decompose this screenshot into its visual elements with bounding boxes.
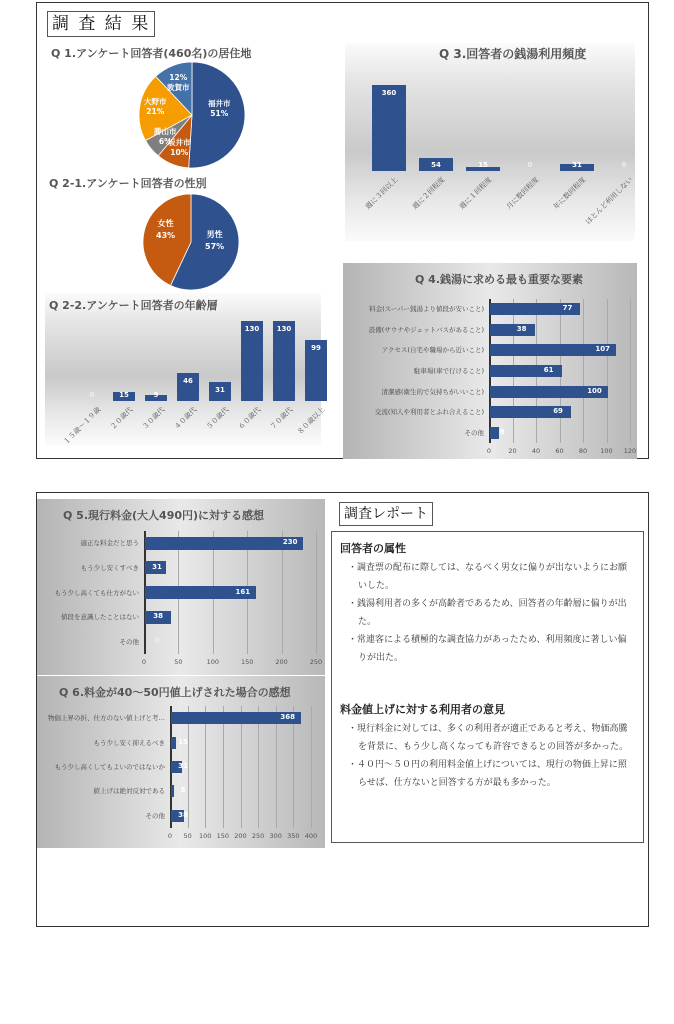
q2-1-label-female-pct: 43%	[156, 231, 176, 240]
x-tick-label: 20	[508, 447, 517, 455]
q1-label-sakai-name: 坂井市	[168, 138, 191, 147]
q6-title: Q 6.料金が40～50円値上げされた場合の感想	[59, 686, 291, 699]
bar	[372, 85, 406, 171]
bar-value-label: 0	[527, 161, 533, 169]
x-tick-label: 150	[216, 832, 230, 840]
q1-label-fukui-name: 福井市	[208, 99, 231, 108]
bar-value-label: 8	[180, 786, 186, 795]
report-box	[331, 531, 644, 843]
q1-label-fukui	[208, 99, 231, 119]
category-label: 料金(スーパー銭湯より値段が安いこと)	[369, 305, 484, 314]
x-tick-label: 0	[486, 447, 492, 455]
bar-value-label: 100	[587, 386, 602, 395]
x-tick-label: 200	[234, 832, 247, 840]
report-section-attributes	[340, 540, 635, 667]
q1-label-tsuruga-pct: 12%	[169, 73, 188, 82]
q2-2-chart	[45, 293, 327, 447]
q5-title: Q 5.現行料金(大人490円)に対する感想	[63, 509, 265, 522]
category-label: もう少し安くすべき	[80, 563, 139, 572]
bar-value-label: 130	[276, 325, 292, 333]
x-tick-label: 120	[623, 447, 637, 455]
q2-1-label-male-pct: 57%	[205, 242, 225, 251]
report-section-opinions	[340, 701, 635, 792]
gridline	[205, 706, 206, 828]
x-axis-label: １５歳～１９歳	[62, 405, 103, 447]
x-axis-label: 年に数回程度	[552, 175, 588, 212]
x-axis-label: 週に１回程度	[458, 175, 494, 212]
bar-value-label: 15	[478, 161, 488, 169]
x-tick-label: 80	[578, 447, 588, 455]
x-tick-label: 200	[275, 658, 288, 666]
report-section-heading: 回答者の属性	[340, 542, 406, 555]
q1-label-sakai-pct: 10%	[170, 148, 189, 157]
x-tick-label: 400	[304, 832, 318, 840]
q2-1-pie-chart	[141, 192, 241, 292]
gridline	[258, 706, 259, 828]
x-axis-label: ３０歳代	[140, 405, 167, 432]
report-bullet: ・銭湯利用者の多くが高齢者であるため、回答者の年齢層に偏りが出た。	[348, 599, 627, 627]
gridline	[583, 299, 584, 443]
bar-value-label: 54	[431, 161, 441, 169]
bar-value-label: 69	[553, 407, 563, 416]
category-label: 値段を意識したことはない	[61, 613, 139, 622]
q2-2-title: Q 2-2.アンケート回答者の年齢層	[49, 299, 218, 312]
category-label: 駐車場(車で行けること)	[413, 367, 484, 375]
category-label: その他	[464, 428, 484, 437]
report-section-heading: 料金値上げに対する利用者の意見	[340, 703, 505, 716]
bar-value-label: 77	[562, 304, 573, 313]
report-bullet: ・常連客による積極的な調査協力があったため、利用頻度に著しい偏りが出た。	[348, 635, 627, 663]
category-label: 適正な料金だと思う	[80, 539, 139, 548]
bar-value-label: 38	[516, 324, 527, 333]
q1-label-katsuyama-name: 勝山市	[154, 127, 177, 136]
q2-1-title: Q 2-1.アンケート回答者の性別	[49, 177, 207, 190]
x-tick-label: 0	[167, 832, 173, 840]
gridline	[607, 299, 608, 443]
gridline	[311, 706, 312, 828]
bar-value-label: 8	[499, 427, 505, 436]
gridline	[241, 706, 242, 828]
x-axis-label: ５０歳代	[204, 405, 231, 432]
gridline	[276, 706, 277, 828]
x-tick-label: 50	[174, 658, 183, 666]
q1-title: Q 1.アンケート回答者(460名)の居住地	[51, 47, 252, 60]
x-tick-label: 350	[287, 832, 300, 840]
gridline	[630, 299, 631, 443]
bar-value-label: 15	[178, 737, 188, 746]
x-tick-label: 300	[269, 832, 282, 840]
bar-value-label: 360	[381, 89, 397, 97]
bar-value-label: 0	[621, 161, 627, 169]
x-axis-label: ４０歳代	[172, 405, 199, 432]
q3-chart	[345, 43, 635, 241]
results-heading: 調 査 結 果	[47, 11, 155, 37]
bar-value-label: 31	[572, 161, 582, 169]
report-bullet: ・調査票の配布に際しては、なるべく男女に偏りが出ないようにお願いした。	[348, 563, 628, 591]
x-axis-label: ほとんど利用しない	[584, 175, 635, 226]
category-label: その他	[145, 811, 165, 820]
q1-label-katsuyama	[154, 127, 177, 147]
category-label: 交流(知人や利用者とふれ合えること)	[374, 408, 484, 417]
bar-value-label: 0	[154, 636, 160, 645]
gridline	[293, 706, 294, 828]
results-page	[36, 2, 649, 459]
gridline	[223, 706, 224, 828]
bar-value-label: 31	[178, 762, 188, 770]
x-tick-label: 60	[555, 447, 564, 455]
q2-1-label-male-name: 男性	[206, 230, 223, 239]
category-label: 清潔感(衛生的で気持ちがいいこと)	[381, 387, 484, 396]
bar-value-label: 61	[543, 366, 554, 374]
report-bullet: ・４０円～５０円の利用料金値上げについては、現行の物価上昇に照らせば、仕方ないと回答する方が最も多かった。	[348, 760, 627, 788]
q5-chart	[37, 499, 325, 675]
q1-label-tsuruga-name: 敦賀市	[167, 83, 190, 92]
x-tick-label: 150	[240, 658, 254, 666]
bar-value-label: 0	[89, 391, 95, 399]
q1-label-katsuyama-pct: 6%	[158, 137, 172, 146]
x-tick-label: 50	[183, 832, 192, 840]
bar	[273, 321, 295, 401]
category-label: 物価上昇の折、仕方のない値上げと考…	[48, 714, 165, 723]
x-axis-label: 週に３回以上	[364, 175, 400, 212]
category-label: もう少し安く抑えるべき	[93, 738, 165, 747]
q4-chart	[343, 263, 637, 459]
category-label: その他	[119, 637, 139, 646]
q1-label-fukui-pct: 51%	[210, 109, 229, 118]
x-tick-label: 0	[141, 658, 147, 666]
x-axis-label: ８０歳以上	[295, 405, 327, 437]
category-label: もう少し高くても仕方がない	[54, 588, 139, 597]
q1-label-ono-name: 大野市	[144, 97, 167, 106]
category-label: 設備(サウナやジェットバスがあること)	[368, 325, 484, 334]
x-tick-label: 40	[531, 447, 541, 455]
x-axis-label: 週に２回程度	[411, 175, 447, 212]
bar-value-label: 38	[178, 810, 188, 819]
q2-1-label-male	[205, 229, 224, 253]
report-bullet: ・現行料金に対しては、多くの利用者が適正であると考え、物価高騰を背景に、もう少し高くなっても許容できるとの回答が多かった。	[348, 724, 629, 752]
x-tick-label: 100	[199, 832, 212, 840]
x-tick-label: 100	[600, 447, 613, 455]
x-tick-label: 100	[206, 658, 219, 666]
x-axis-label: ７０歳代	[268, 405, 295, 432]
report-heading: 調査レポート	[339, 502, 433, 526]
bar-value-label: 107	[595, 345, 611, 354]
x-tick-label: 250	[251, 832, 265, 840]
q1-label-ono	[144, 97, 167, 117]
bar-value-label: 130	[244, 325, 260, 333]
q1-label-ono-pct: 21%	[146, 107, 165, 116]
x-axis-label: 月に数回程度	[505, 175, 541, 212]
bar-value-label: 38	[153, 612, 164, 621]
bar-value-label: 368	[280, 713, 296, 722]
q6-chart	[37, 676, 325, 848]
q4-title: Q 4.銭湯に求める最も重要な要素	[415, 273, 584, 286]
bar-value-label: 99	[311, 344, 321, 353]
bar-value-label: 15	[119, 391, 129, 399]
q1-label-tsuruga	[167, 73, 190, 93]
bar	[241, 321, 263, 401]
q2-1-label-female	[156, 218, 175, 242]
x-axis-label: ６０歳代	[236, 405, 263, 432]
x-tick-label: 250	[309, 658, 323, 666]
category-label: もう少し高くしてもよいのではないか	[54, 763, 165, 771]
bar-value-label: 161	[235, 587, 251, 596]
category-label: 値上げは絶対反対である	[93, 787, 165, 796]
x-axis-label: ２０歳代	[108, 405, 135, 432]
bar-value-label: 31	[152, 562, 162, 571]
category-label: アクセス(自宅や職場から近いこと)	[381, 346, 484, 355]
bar-value-label: 31	[215, 385, 225, 394]
bar-value-label: 230	[282, 538, 298, 547]
bar-value-label: 9	[153, 391, 159, 399]
q3-title: Q 3.回答者の銭湯利用頻度	[439, 47, 587, 61]
bar-value-label: 46	[183, 376, 193, 385]
report-page	[36, 492, 649, 927]
q2-1-label-female-name: 女性	[157, 219, 174, 228]
gridline	[316, 531, 317, 654]
